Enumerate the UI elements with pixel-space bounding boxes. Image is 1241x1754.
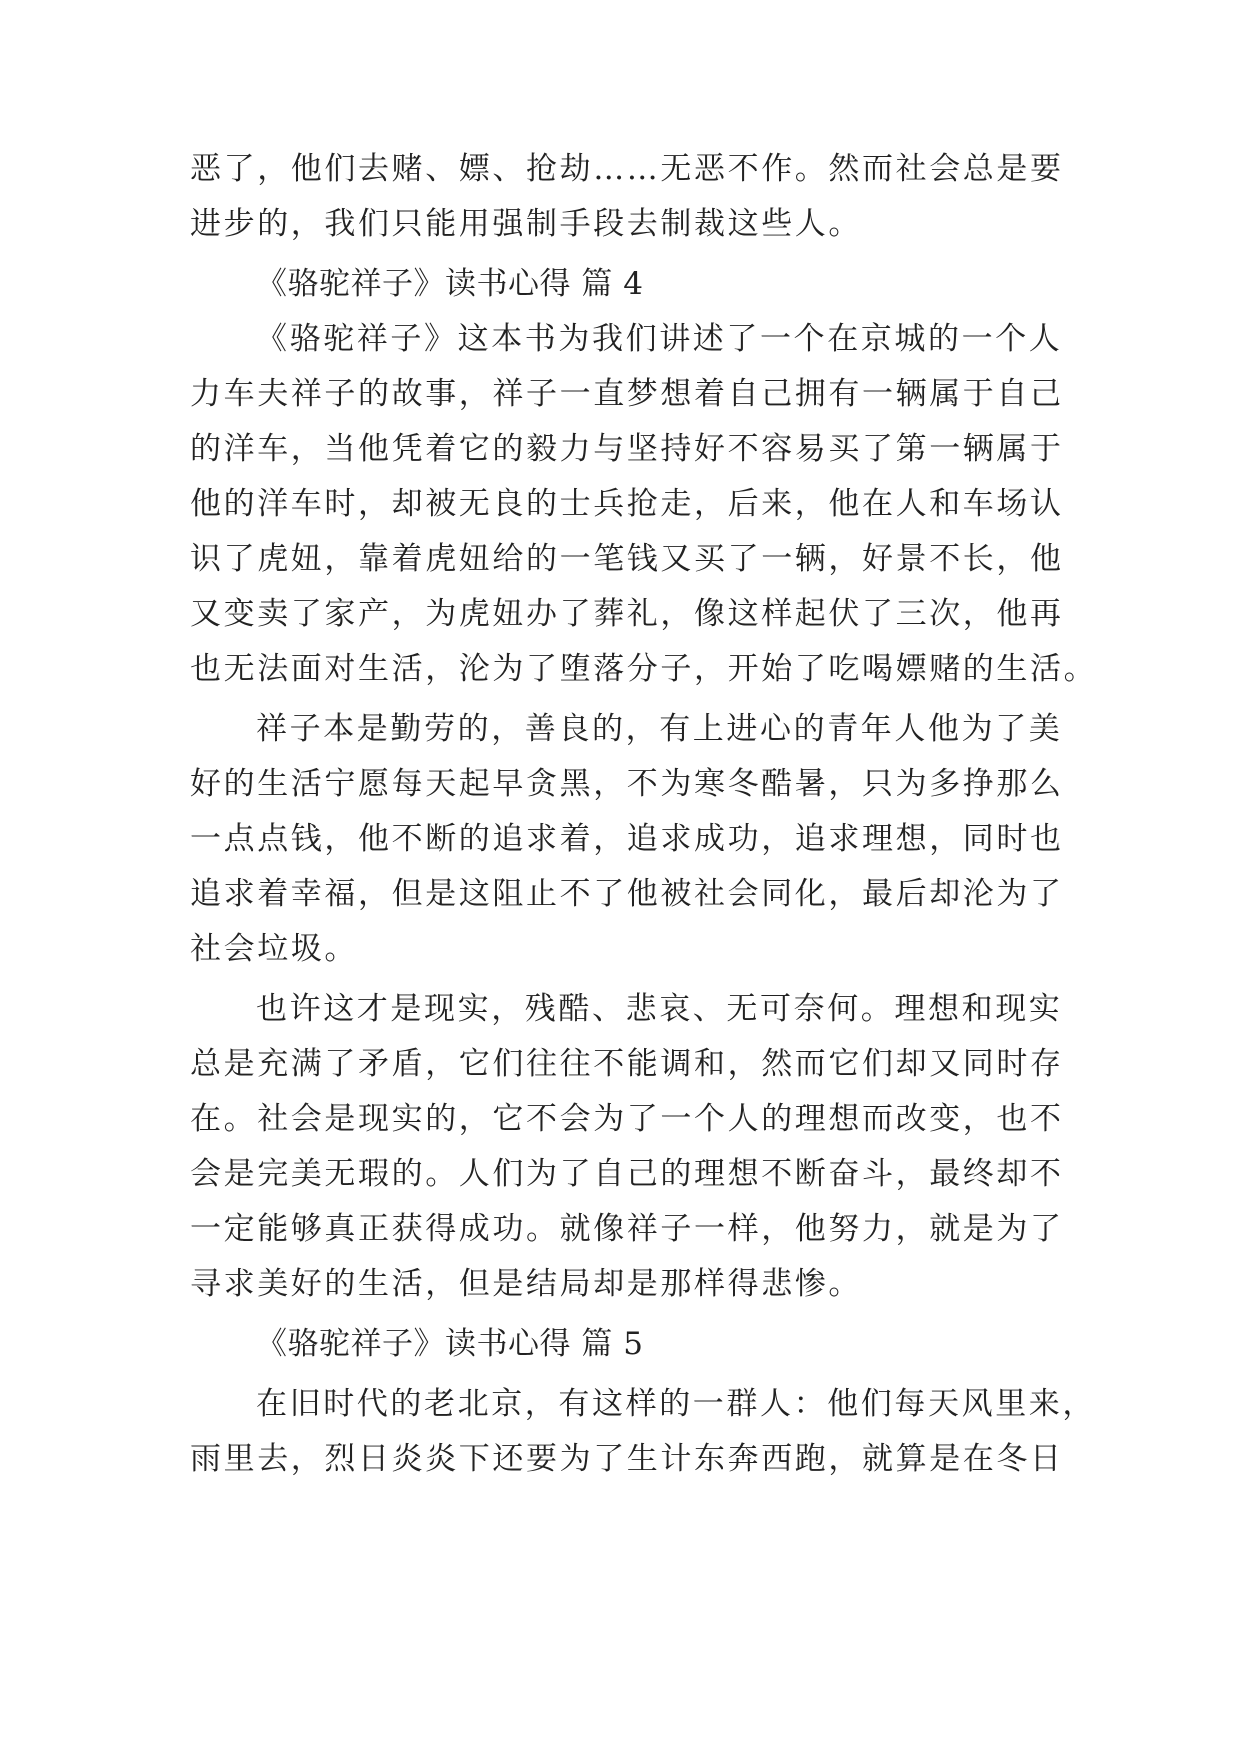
text-line: 在旧时代的老北京，有这样的一群人：他们每天风里来， — [256, 1386, 1096, 1422]
text-line: 总是充满了矛盾，它们往往不能调和，然而它们却又同时存 — [190, 1046, 1064, 1082]
text-line: 社会垃圾。 — [190, 931, 358, 967]
text-line: 他的洋车时，却被无良的士兵抢走，后来，他在人和车场认 — [190, 486, 1064, 522]
text-line: 力车夫祥子的故事，祥子一直梦想着自己拥有一辆属于自己 — [190, 376, 1064, 412]
text-line: 一定能够真正获得成功。就像祥子一样，他努力，就是为了 — [190, 1211, 1064, 1247]
text-line: 雨里去，烈日炎炎下还要为了生计东奔西跑，就算是在冬日 — [190, 1441, 1064, 1477]
text-line: 好的生活宁愿每天起早贪黑，不为寒冬酷暑，只为多挣那么 — [190, 766, 1064, 802]
text-line: 在。社会是现实的，它不会为了一个人的理想而改变，也不 — [190, 1101, 1064, 1137]
text-line: 祥子本是勤劳的，善良的，有上进心的青年人他为了美 — [256, 711, 1063, 747]
text-line: 也许这才是现实，残酷、悲哀、无可奈何。理想和现实 — [256, 991, 1063, 1027]
text-line: 追求着幸福，但是这阻止不了他被社会同化，最后却沦为了 — [190, 876, 1064, 912]
text-line: 也无法面对生活，沦为了堕落分子，开始了吃喝嫖赌的生活。 — [190, 651, 1098, 687]
text-line: 寻求美好的生活，但是结局却是那样得悲惨。 — [190, 1266, 862, 1302]
text-line: 会是完美无瑕的。人们为了自己的理想不断奋斗，最终却不 — [190, 1156, 1064, 1192]
text-line: 识了虎妞，靠着虎妞给的一笔钱又买了一辆，好景不长，他 — [190, 541, 1064, 577]
section-heading: 《骆驼祥子》读书心得 篇 4 — [256, 266, 644, 302]
text-line: 恶了，他们去赌、嫖、抢劫……无恶不作。然而社会总是要 — [190, 151, 1064, 187]
text-line: 《骆驼祥子》这本书为我们讲述了一个在京城的一个人 — [256, 321, 1063, 357]
text-line: 进步的，我们只能用强制手段去制裁这些人。 — [190, 206, 862, 242]
text-line: 又变卖了家产，为虎妞办了葬礼，像这样起伏了三次，他再 — [190, 596, 1064, 632]
text-line: 一点点钱，他不断的追求着，追求成功，追求理想，同时也 — [190, 821, 1064, 857]
section-heading: 《骆驼祥子》读书心得 篇 5 — [256, 1326, 644, 1362]
text-line: 的洋车，当他凭着它的毅力与坚持好不容易买了第一辆属于 — [190, 431, 1064, 467]
